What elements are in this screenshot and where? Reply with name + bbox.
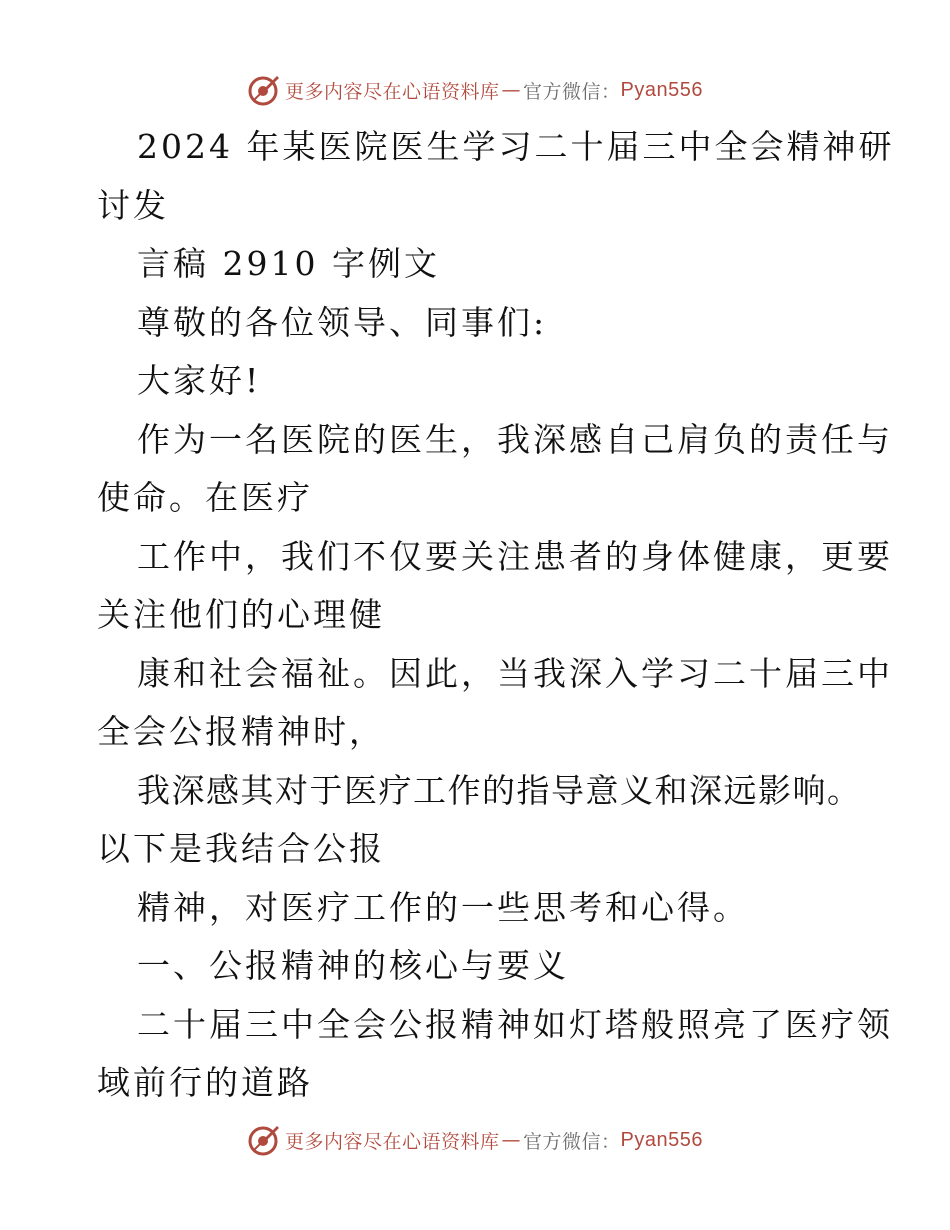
- paragraph-line: 作为一名医院的医生，我深感自己肩负的责任与: [137, 419, 893, 459]
- section-heading: 一、公报精神的核心与要义: [137, 946, 569, 985]
- paragraph-line: 工作中，我们不仅要关注患者的身体健康，更要: [137, 536, 893, 576]
- paragraph-line: 二十届三中全会公报精神如灯塔般照亮了医疗领: [137, 1004, 893, 1044]
- paragraph-line: 关注他们的心理健: [97, 595, 385, 634]
- document-title-line-2: 讨发: [97, 185, 169, 225]
- salutation-line: 尊敬的各位领导、同事们:: [137, 302, 548, 342]
- pen-logo-icon: [247, 1123, 281, 1157]
- banner-site-text: 更多内容尽在心语资料库: [285, 1130, 500, 1153]
- banner-wechat-label: 官方微信：: [523, 1130, 621, 1153]
- footer-watermark-banner: [0, 1120, 950, 1160]
- paragraph-line: 全会公报精神时，: [97, 712, 385, 751]
- paragraph-line: 我深感其对于医疗工作的指导意义和深远影响。: [137, 770, 862, 810]
- pen-logo-icon: [247, 73, 281, 107]
- banner-site-text: 更多内容尽在心语资料库: [285, 80, 500, 103]
- header-watermark-banner: [0, 70, 950, 110]
- paragraph-line: 康和社会福祉。因此，当我深入学习二十届三中: [137, 653, 893, 693]
- greeting-line: 大家好!: [137, 361, 262, 400]
- paragraph-line: 精神，对医疗工作的一些思考和心得。: [137, 887, 749, 927]
- paragraph-line: 域前行的道路: [97, 1063, 313, 1102]
- banner-wechat-label: 官方微信：: [523, 80, 621, 103]
- banner-wechat-id: Pyan556: [620, 78, 703, 101]
- paragraph-line: 使命。在医疗: [97, 478, 313, 517]
- document-title-line-3: 言稿 2910 字例文: [137, 244, 440, 283]
- banner-separator: —: [501, 79, 522, 101]
- document-body: [97, 118, 895, 1113]
- paragraph-line: 以下是我结合公报: [97, 829, 385, 868]
- banner-wechat-id: Pyan556: [620, 1128, 703, 1151]
- document-title-line-1: 2024 年某医院医生学习二十届三中全会精神研: [137, 127, 895, 166]
- banner-separator: —: [501, 1129, 522, 1151]
